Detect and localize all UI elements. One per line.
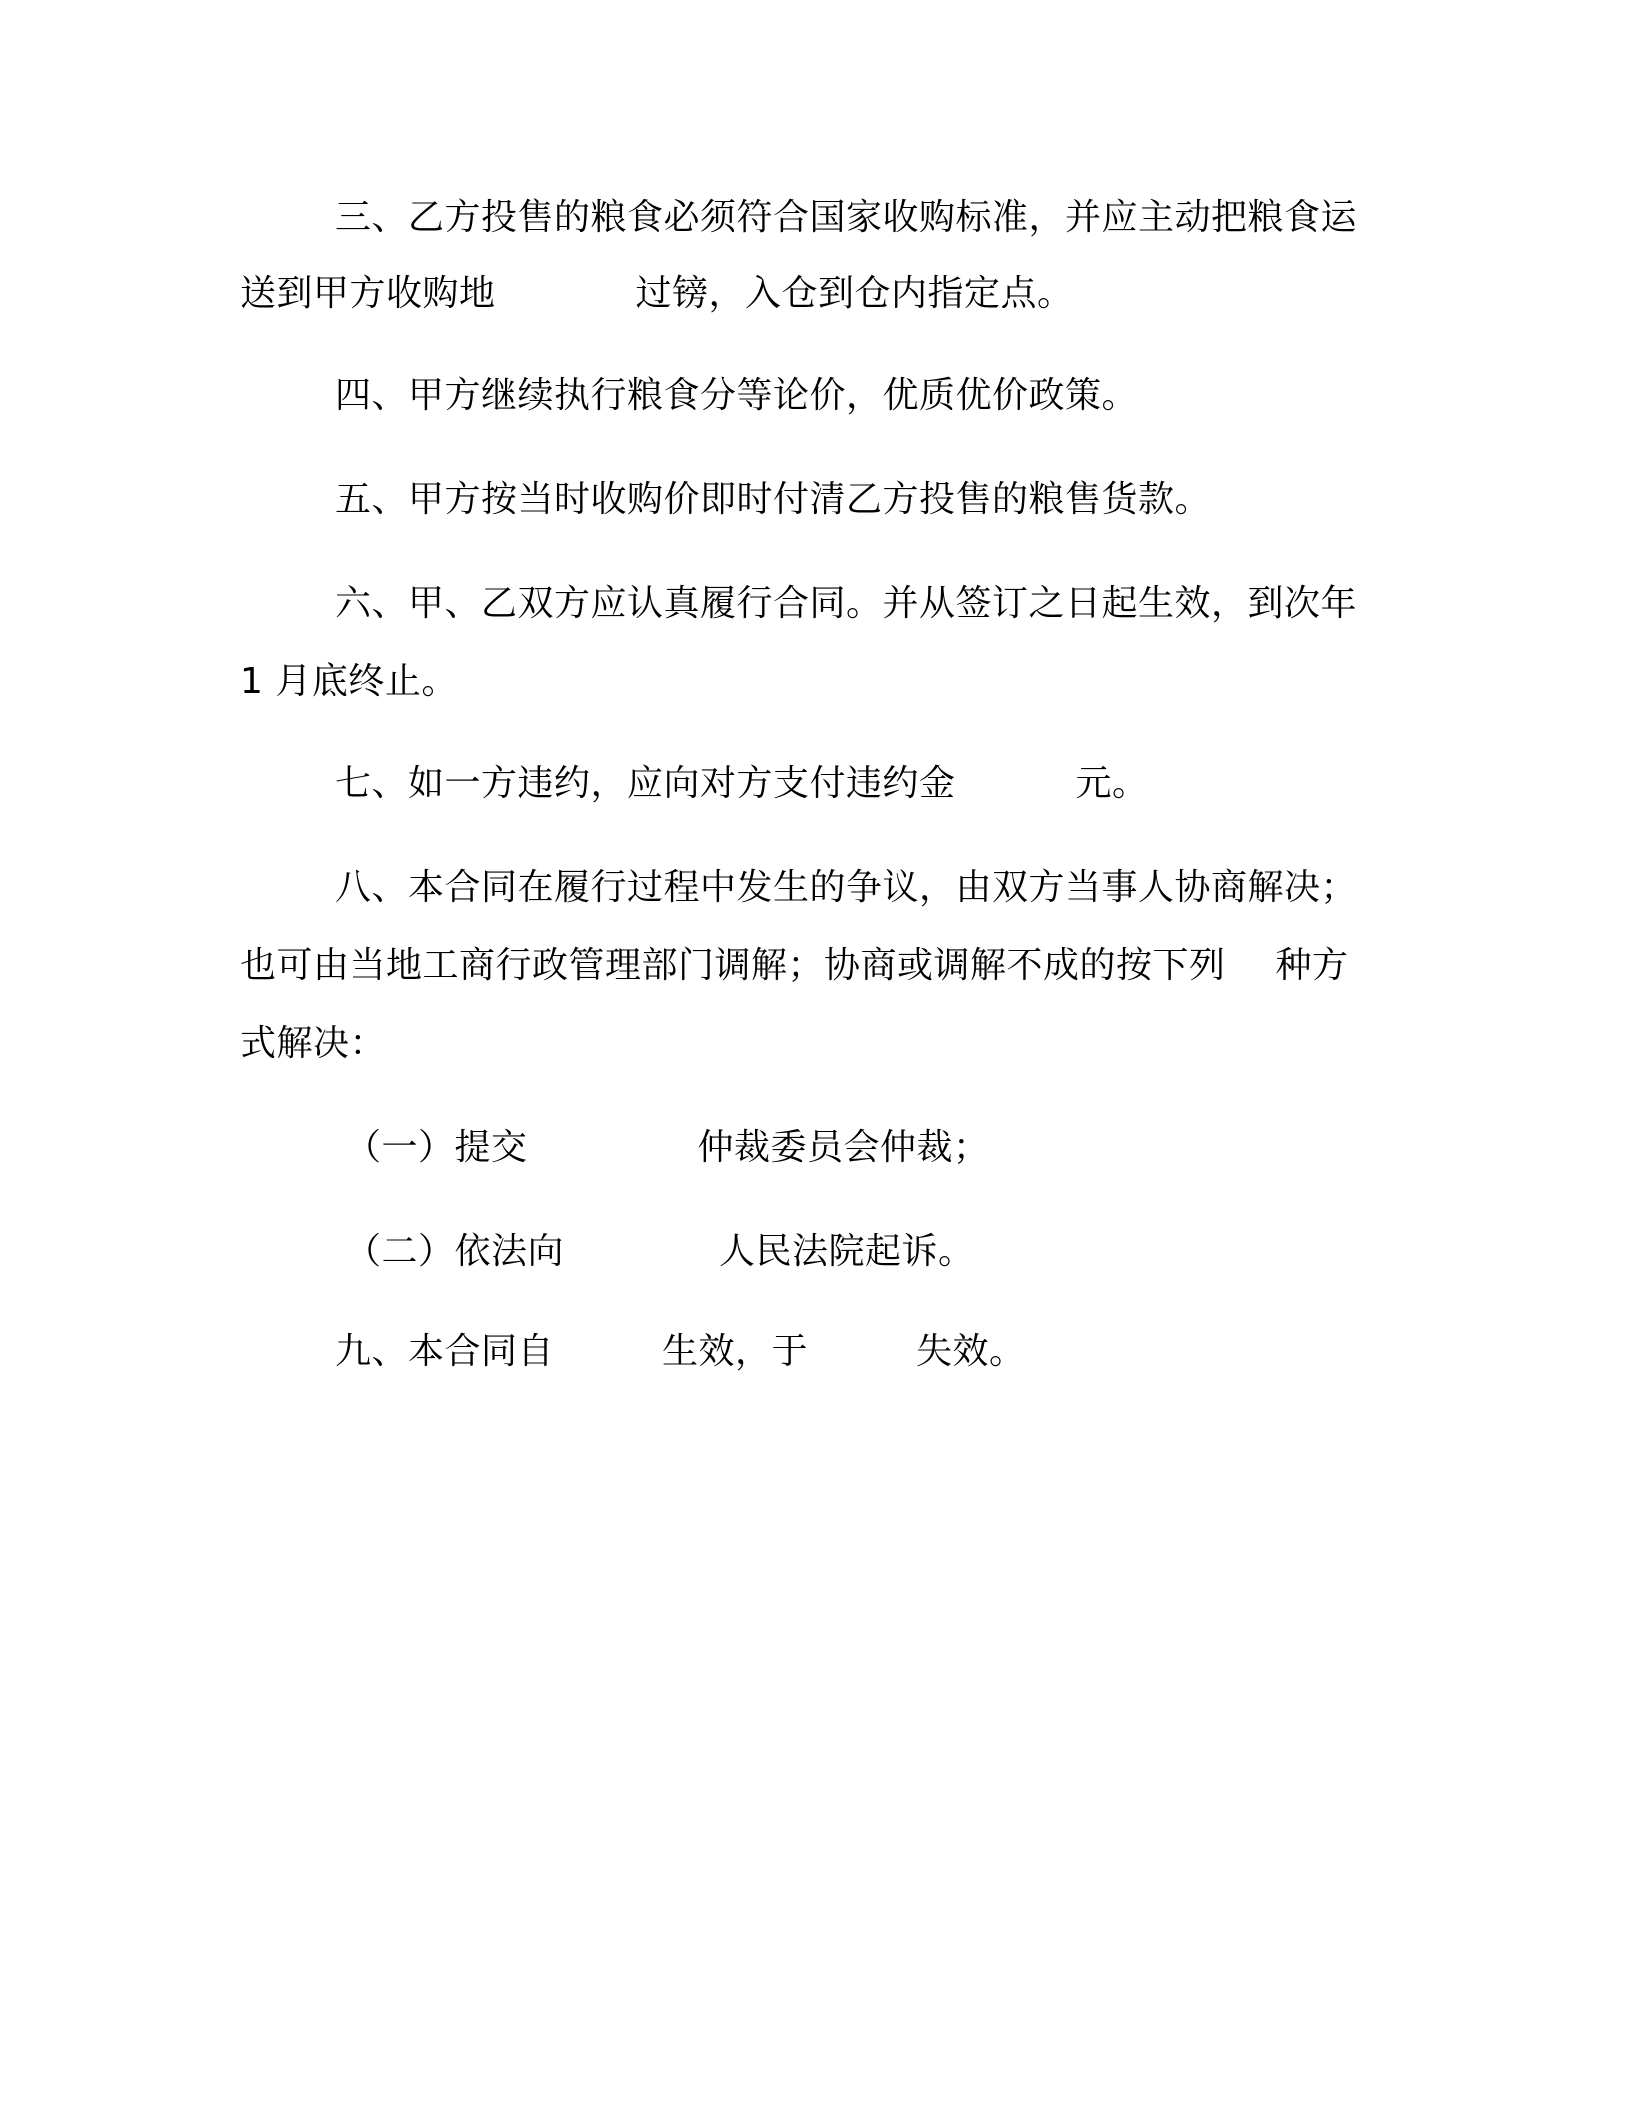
clause-3-text-1: 三、乙方投售的粮食必须符合国家收购标准，并应主动把粮食运 bbox=[335, 197, 1358, 238]
clause-6-text-2: 1 月底终止。 bbox=[240, 661, 458, 702]
clause-8-text-1: 八、本合同在履行过程中发生的争议，由双方当事人协商解决； bbox=[335, 867, 1358, 908]
clause-9-text-b: 生效，于 bbox=[662, 1331, 809, 1372]
clause-9-text-c: 失效。 bbox=[916, 1331, 1026, 1372]
clause-6-line-2 bbox=[240, 660, 458, 704]
clause-4-line bbox=[335, 374, 1138, 418]
clause-8-text-2b: 种方 bbox=[1275, 945, 1349, 986]
clause-7-line bbox=[335, 762, 1149, 806]
clause-6-text-1: 六、甲、乙双方应认真履行合同。并从签订之日起生效，到次年 bbox=[335, 583, 1358, 624]
item-2-text-b: 人民法院起诉。 bbox=[719, 1231, 975, 1272]
clause-8-text-3: 式解决： bbox=[240, 1023, 387, 1064]
item-1-text-b: 仲裁委员会仲裁； bbox=[697, 1127, 990, 1168]
clause-5-text: 五、甲方按当时收购价即时付清乙方投售的粮售货款。 bbox=[335, 479, 1212, 520]
clause-4-text: 四、甲方继续执行粮食分等论价，优质优价政策。 bbox=[335, 375, 1139, 416]
clause-7-text-b: 元。 bbox=[1075, 763, 1149, 804]
clause-9-line bbox=[335, 1330, 1026, 1374]
clause-9-text-a: 九、本合同自 bbox=[335, 1331, 555, 1372]
clause-8-line-1 bbox=[335, 866, 1357, 910]
clause-3-line-2 bbox=[240, 272, 1074, 316]
clause-7-text-a: 七、如一方违约，应向对方支付违约金 bbox=[335, 763, 956, 804]
clause-6-line-1 bbox=[335, 582, 1357, 626]
clause-3-text-2a: 送到甲方收购地 bbox=[240, 273, 496, 314]
clause-8-text-2a: 也可由当地工商行政管理部门调解；协商或调解不成的按下列 bbox=[240, 945, 1226, 986]
clause-3-text-2b: 过镑，入仓到仓内指定点。 bbox=[635, 273, 1074, 314]
clause-3-line-1 bbox=[335, 196, 1357, 240]
clause-8-line-2 bbox=[240, 944, 1349, 988]
item-1-text-a: （一）提交 bbox=[345, 1127, 528, 1168]
clause-5-line bbox=[335, 478, 1211, 522]
clause-8-line-3 bbox=[240, 1022, 386, 1066]
item-2-text-a: （二）依法向 bbox=[345, 1231, 565, 1272]
item-1-line bbox=[345, 1126, 990, 1170]
item-2-line bbox=[345, 1230, 975, 1274]
